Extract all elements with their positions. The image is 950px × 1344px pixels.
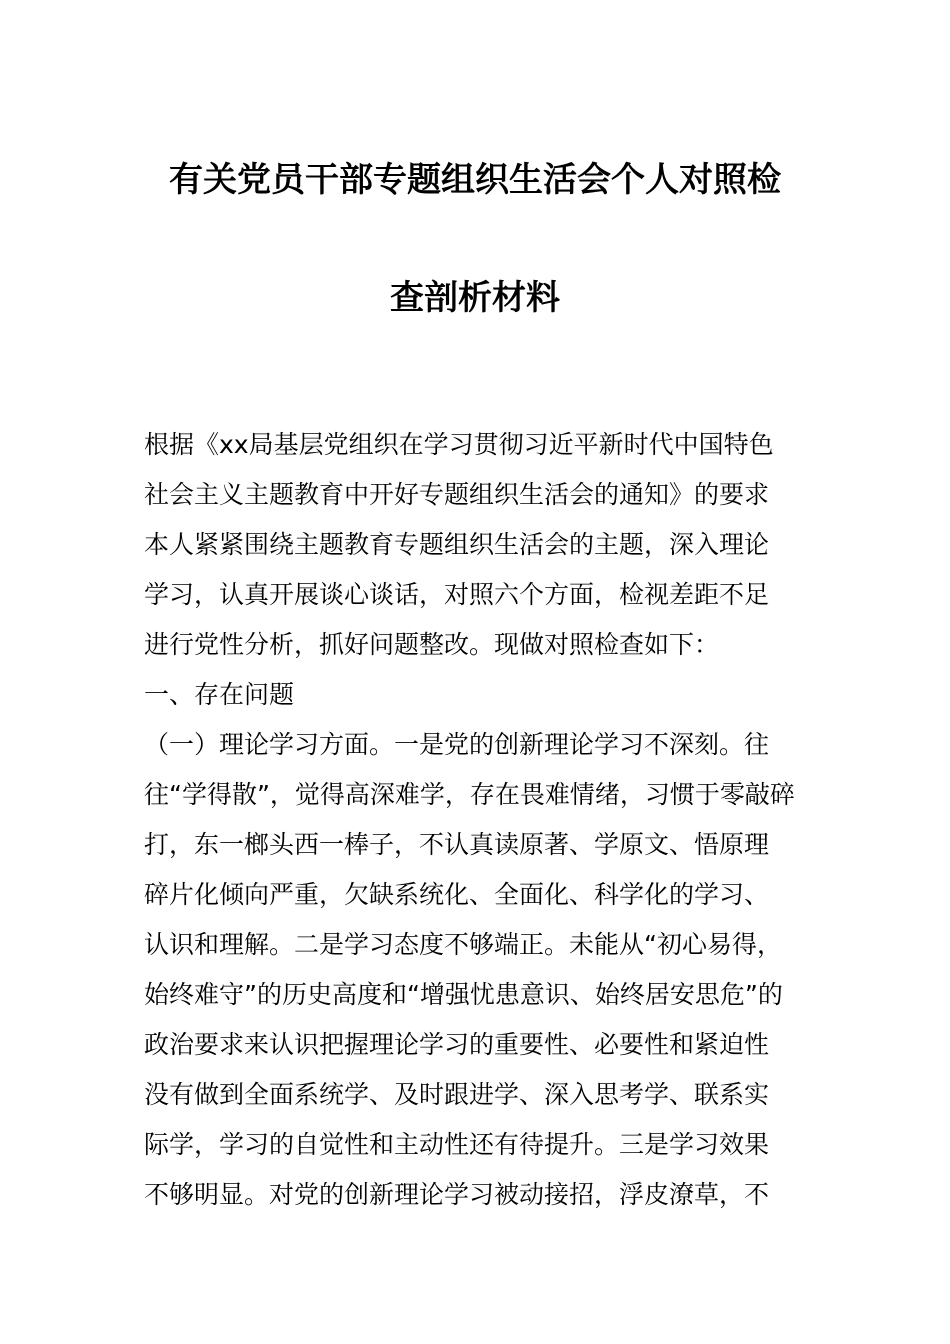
body-line: 不够明显。对党的创新理论学习被动接招，浮皮潦草，不 [144, 1180, 770, 1209]
body-line: 始终难守”的历史高度和“增强忧患意识、始终居安思危”的 [144, 980, 783, 1009]
section-heading: 一、存在问题 [144, 680, 295, 709]
document-body [144, 420, 809, 1220]
body-line: 碎片化倾向严重，欠缺系统化、全面化、科学化的学习、 [144, 880, 770, 909]
body-line: 社会主义主题教育中开好专题组织生活会的通知》的要求 [144, 480, 770, 509]
body-line: 往“学得散”，觉得高深难学，存在畏难情绪，习惯于零敲碎 [144, 780, 795, 809]
document-title-line-2: 查剖析材料 [390, 278, 560, 318]
body-line: 打，东一榔头西一棒子，不认真读原著、学原文、悟原理 [144, 830, 770, 859]
body-line: 本人紧紧围绕主题教育专题组织生活会的主题，深入理论 [144, 530, 770, 559]
body-line: 际学，学习的自觉性和主动性还有待提升。三是学习效果 [144, 1130, 770, 1159]
body-line: （一）理论学习方面。一是党的创新理论学习不深刻。往 [144, 730, 770, 759]
body-line: 学习，认真开展谈心谈话，对照六个方面，检视差距不足 [144, 580, 770, 609]
body-line: 没有做到全面系统学、及时跟进学、深入思考学、联系实 [144, 1080, 770, 1109]
body-line: 认识和理解。二是学习态度不够端正。未能从“初心易得， [144, 930, 782, 959]
body-line: 根据《xx局基层党组织在学习贯彻习近平新时代中国特色 [144, 430, 774, 459]
body-line: 进行党性分析，抓好问题整改。现做对照检查如下： [144, 630, 720, 659]
document-title-line-1: 有关党员干部专题组织生活会个人对照检 [169, 160, 781, 200]
body-line: 政治要求来认识把握理论学习的重要性、必要性和紧迫性 [144, 1030, 770, 1059]
